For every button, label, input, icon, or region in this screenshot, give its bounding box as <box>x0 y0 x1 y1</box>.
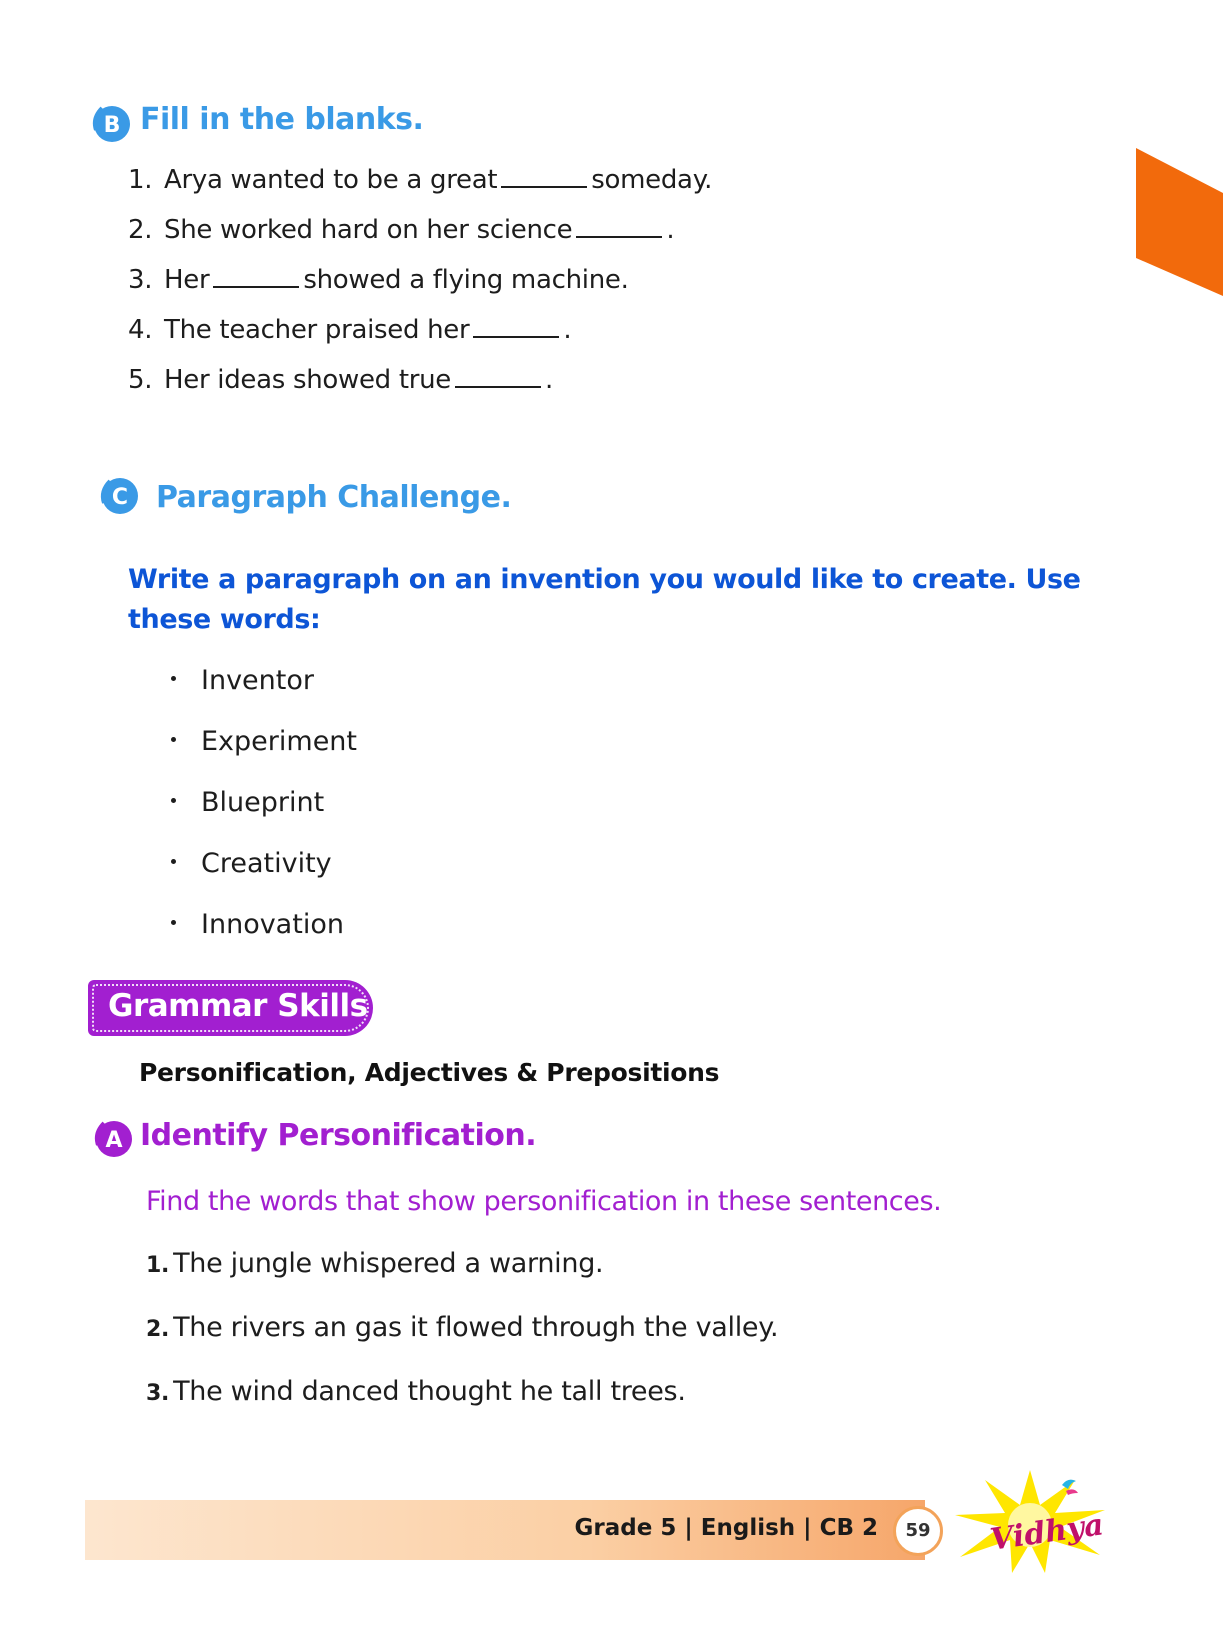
sentence-number: 3. <box>146 1381 170 1406</box>
bullet-icon <box>171 920 176 925</box>
section-c-badge-icon <box>96 473 142 519</box>
footer-course-label: Grade 5 | English | CB 2 <box>574 1515 878 1541</box>
sentence-text: The wind danced thought he tall trees. <box>173 1376 686 1407</box>
personification-sentence-1 <box>146 1248 603 1279</box>
item-text-after: someday. <box>591 165 713 195</box>
item-text-after: . <box>563 315 572 345</box>
section-b-badge-letter: B <box>103 113 121 138</box>
section-c-title: Paragraph Challenge. <box>156 480 512 515</box>
item-text-before: Her <box>164 265 210 295</box>
fill-blank-item-1 <box>128 165 712 195</box>
section-b-badge-icon <box>88 100 134 146</box>
item-number: 3. <box>128 265 153 295</box>
item-text-after: . <box>545 365 553 395</box>
word-text: Blueprint <box>201 787 325 818</box>
section-a-title: Identify Personification. <box>140 1118 537 1153</box>
bullet-icon <box>171 676 176 681</box>
word-list-item <box>171 665 314 696</box>
word-list-item <box>171 787 324 818</box>
word-text: Innovation <box>201 909 344 940</box>
word-text: Experiment <box>201 726 358 757</box>
instruction-line-2: these words: <box>128 604 321 635</box>
section-c-instruction <box>128 560 1081 640</box>
item-number: 5. <box>128 365 153 395</box>
item-text-after: showed a flying machine. <box>303 265 629 295</box>
sentence-text: The jungle whispered a warning. <box>173 1248 604 1279</box>
word-text: Creativity <box>201 848 332 879</box>
section-a-instruction: Find the words that show personification in these sentences. <box>146 1186 942 1217</box>
personification-sentence-2 <box>146 1312 778 1343</box>
word-list-item <box>171 909 344 940</box>
blank-line <box>213 266 299 288</box>
fill-blank-item-5 <box>128 365 553 395</box>
item-number: 1. <box>128 165 153 195</box>
sentence-number: 1. <box>146 1253 170 1278</box>
blank-line <box>501 166 587 188</box>
bullet-icon <box>171 859 176 864</box>
word-text: Inventor <box>201 665 314 696</box>
sentence-text: The rivers an gas it flowed through the valley. <box>173 1312 779 1343</box>
word-list-item <box>171 848 332 879</box>
section-b-title: Fill in the blanks. <box>140 102 424 137</box>
grammar-skills-label: Grammar Skills <box>108 988 368 1024</box>
blank-line <box>455 366 541 388</box>
blank-line <box>473 316 559 338</box>
grammar-skills-banner <box>88 980 373 1036</box>
item-number: 4. <box>128 315 153 345</box>
section-a-badge-icon <box>90 1115 136 1161</box>
item-number: 2. <box>128 215 153 245</box>
page-number: 59 <box>893 1506 943 1556</box>
item-text-before: Her ideas showed true <box>164 365 451 395</box>
blank-line <box>576 216 662 238</box>
section-a-badge-letter: A <box>105 1128 123 1153</box>
bullet-icon <box>171 737 176 742</box>
fill-blank-item-3 <box>128 265 629 295</box>
item-text-before: Arya wanted to be a great <box>164 165 498 195</box>
item-text-before: The teacher praised her <box>164 315 470 345</box>
bullet-icon <box>171 798 176 803</box>
fill-blank-item-4 <box>128 315 571 345</box>
sentence-number: 2. <box>146 1317 170 1342</box>
personification-sentence-3 <box>146 1376 686 1407</box>
item-text-before: She worked hard on her science <box>164 215 573 245</box>
instruction-line-1: Write a paragraph on an invention you would like to create. Use <box>128 564 1081 595</box>
corner-tab-decoration <box>1136 148 1223 296</box>
word-list-item <box>171 726 357 757</box>
grammar-subheading: Personification, Adjectives & Prepositions <box>139 1058 720 1087</box>
section-c-badge-letter: C <box>111 485 129 510</box>
fill-blank-item-2 <box>128 215 674 245</box>
vidhya-logo-text: Vidhya <box>988 1507 1106 1558</box>
item-text-after: . <box>666 215 675 245</box>
